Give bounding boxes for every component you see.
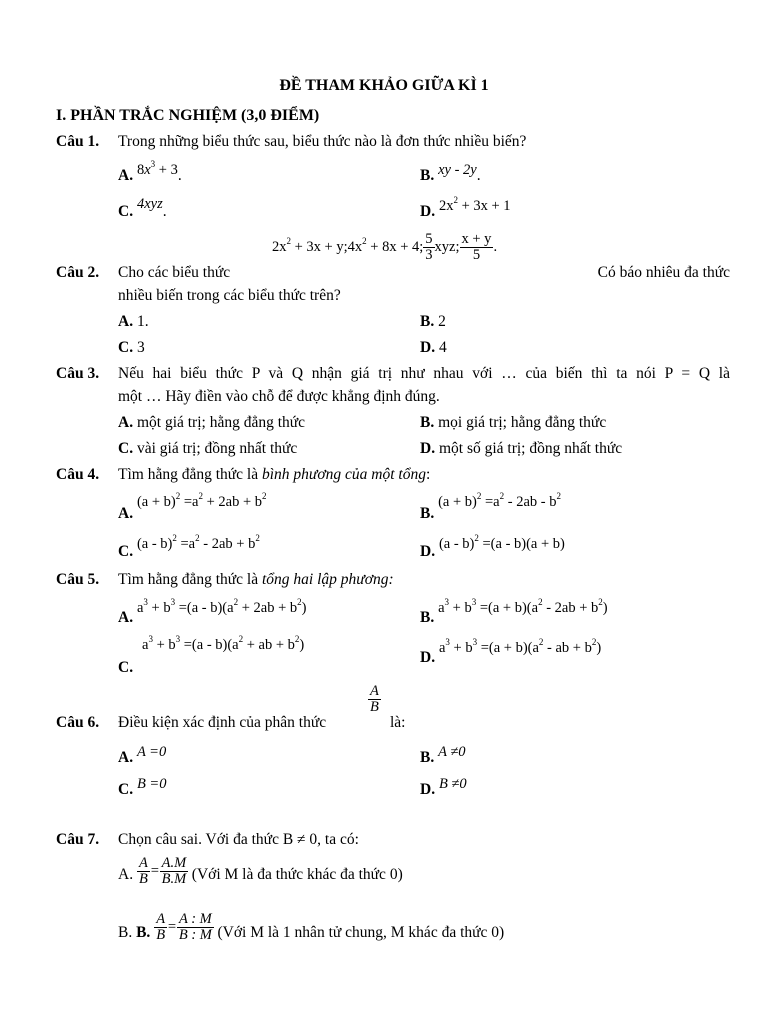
q1-option-b: B. xy - 2y. <box>420 162 481 184</box>
q3-number: Câu 3. <box>56 365 100 382</box>
q5-a-expr: $a^3 + b^3 =(a - b)(a^2 + 2ab + b^2)$ <box>136 597 307 616</box>
q3-line1: Nếu hai biểu thức P và Q nhận giá trị như nhau với … của biến thì ta nói P = Q là <box>118 365 730 382</box>
q5-option-c-label: C. <box>118 659 134 676</box>
q5-option-a: A. $a^3 + b^3 =(a - b)(a^2 + 2ab + b^2)$ <box>118 597 307 626</box>
q7-a-formula: $\frac{A}{B}$ = $\frac{A.M}{B.M}$ <box>138 855 187 888</box>
q7-option-b: B. B. $\frac{A}{B}$ = $\frac{A : M}{B : M}$ (Với M là 1 nhân tử chung, M khác đa thức 0) <box>118 911 505 944</box>
q7-a-note: (Với M là đa thức khác đa thức 0) <box>191 866 403 884</box>
q7-number: Câu 7. <box>56 831 100 848</box>
q6-fraction: $\frac{A}{B}$ <box>370 683 379 716</box>
q1-option-c: C. 4xyz. <box>118 196 167 220</box>
q4-option-b: B. $(a + b)^2 =a^2 - 2ab - b^2$ <box>420 491 561 522</box>
q3-option-d: D. một số giá trị; đồng nhất thức <box>420 440 623 457</box>
q1-d-expr: $2x^2 + 3x + 1$ <box>438 195 511 214</box>
q4-b-expr: $(a + b)^2 =a^2 - 2ab - b^2$ <box>438 491 561 510</box>
q1-a-expr: $8x^3 + 3$ <box>136 159 178 178</box>
q3-option-a: A. một giá trị; hằng đẳng thức <box>118 414 306 431</box>
q1-text: Trong những biểu thức sau, biểu thức nào là đơn thức nhiều biến? <box>118 133 527 150</box>
q3-option-c: C. vài giá trị; đồng nhất thức <box>118 440 298 457</box>
q2-option-a: A. 1. <box>118 313 149 330</box>
q6-option-b: B. A ≠0 <box>420 744 466 766</box>
q5-text: Tìm hằng đẳng thức là tổng hai lập phương: <box>118 571 394 588</box>
q1-option-d <box>420 195 511 221</box>
q3-option-b: B. mọi giá trị; hằng đẳng thức <box>420 414 607 431</box>
q6-option-d: D. B ≠0 <box>420 776 467 798</box>
q4-d-expr: (a - b)$^2$ =(a - b)(a + b) <box>438 533 565 552</box>
q4-option-a: A. $(a + b)^2 =a^2 + 2ab + b^2$ <box>118 491 267 522</box>
q1-number: Câu 1. <box>56 133 100 150</box>
q7-text: Chọn câu sai. Với đa thức B ≠ 0, ta có: <box>118 831 359 848</box>
option-label: A. <box>118 167 134 184</box>
q1-b-expr: xy - 2y <box>438 162 477 178</box>
q2-expressions: $2x^2 + 3x$ + $y;4x^2 + 8x + 4$; $\frac{5}{3}$ xyz; $\frac{x + y}{5}$ . <box>272 231 498 264</box>
q4-option-c: C. $(a - b)^2 =a^2 - 2ab + b^2$ <box>118 533 260 560</box>
q4-a-expr: $(a + b)^2 =a^2 + 2ab + b^2$ <box>136 491 267 510</box>
section-heading: I. PHẦN TRẮC NGHIỆM (3,0 ĐIỂM) <box>56 107 320 124</box>
q4-c-expr: $(a - b)^2 =a^2 - 2ab + b^2$ <box>136 533 260 552</box>
q6-number: Câu 6. <box>56 714 100 731</box>
exam-title: ĐỀ THAM KHẢO GIỮA KÌ 1 <box>279 77 489 94</box>
q2-text-start: Cho các biểu thức <box>118 264 231 281</box>
q7-b-formula: $\frac{A}{B}$ = $\frac{A : M}{B : M}$ <box>156 911 212 944</box>
q7-option-a: A. $\frac{A}{B}$ = $\frac{A.M}{B.M}$ (Với M là đa thức khác đa thức 0) <box>118 855 403 888</box>
option-label: C. <box>118 203 134 220</box>
q6-text-end: là: <box>390 714 406 731</box>
q5-option-d: D. $a^3 + b^3 =(a + b)(a^2$ - ab + $b^2$) <box>420 637 602 666</box>
q2-text-end: Có báo nhiêu đa thức <box>597 264 730 281</box>
q2-option-c: C. 3 <box>118 339 145 356</box>
q2-line2: nhiều biến trong các biểu thức trên? <box>118 287 341 304</box>
q2-fraction-xy-5: $\frac{x + y}{5}$ <box>461 231 492 264</box>
q4-number: Câu 4. <box>56 466 100 483</box>
q4-text: Tìm hằng đẳng thức là bình phương của một tổng: <box>118 466 431 483</box>
q4-option-d: D. (a - b)$^2$ =(a - b)(a + b) <box>420 533 565 560</box>
q5-b-expr: $a^3 + b^3 =(a + b)(a^2 - 2ab + b^2)$ <box>438 597 608 616</box>
q5-c-expr: $a^3 + b^3 =(a - b)(a^2$ + ab + $b^2$) <box>142 634 305 653</box>
q5-option-b: B. $a^3 + b^3 =(a + b)(a^2 - 2ab + b^2)$ <box>420 597 608 626</box>
q6-option-c: C. B =0 <box>118 776 167 798</box>
option-label: D. <box>420 203 436 220</box>
q6-text: Điều kiện xác định của phân thức <box>118 714 327 731</box>
option-label: B. <box>420 167 435 184</box>
q7-b-note: (Với M là 1 nhân tử chung, M khác đa thức 0) <box>217 924 505 942</box>
q5-number: Câu 5. <box>56 571 100 588</box>
q5-d-expr: $a^3 + b^3 =(a + b)(a^2$ - ab + $b^2$) <box>438 637 602 656</box>
q6-option-a: A. A =0 <box>118 744 167 766</box>
q1-c-expr: 4xyz <box>136 196 163 212</box>
q2-number: Câu 2. <box>56 264 100 281</box>
q2-option-b: B. 2 <box>420 313 446 330</box>
q2-fraction-5-3: $\frac{5}{3}$ <box>425 231 433 264</box>
q1-option-a: A. $8x^3 + 3$. <box>118 159 182 184</box>
q3-line2: một … Hãy điền vào chỗ để được khẳng định đúng. <box>118 388 440 405</box>
q2-option-d: D. 4 <box>420 339 447 356</box>
